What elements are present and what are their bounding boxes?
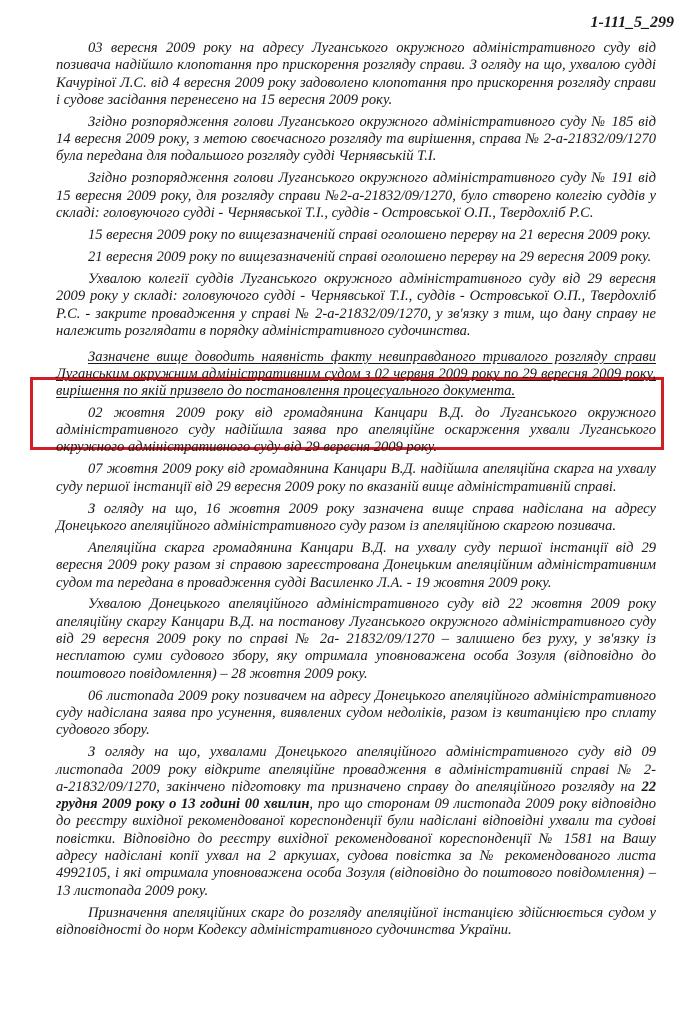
paragraph-2: Згідно розпорядження голови Луганського окружного адміністративного суду № 185 від 14 вересня 2009 року, з метою своєчасного розгляду та вирішення, справа № 2-а-21832/09/1270 була передана для подальшого розгляду судді Чернявській Т.І. (56, 113, 656, 165)
paragraph-13: 06 листопада 2009 року позивачем на адресу Донецького апеляційного адміністративного суду надіслана заява про усунення, виявлених судом недоліків, разом із квитанцією про сплату судового збору. (56, 687, 656, 739)
hearing-date: 22 грудня 2009 року о 13 годині 00 хвилин (56, 778, 656, 813)
paragraph-1: 03 вересня 2009 року на адресу Луганського окружного адміністративного суду від позивача надійшло клопотання про прискорення розгляду справи. З огляду на що, ухвалою судді Качуріної Л.С. від 4 вересня 2009 року задоволено клопотання про прискорення розгляду справи і судове засідання перенесено на 15 вересня 2009 року. (56, 40, 656, 108)
paragraph-15: Призначення апеляційних скарг до розгляду апеляційної інстанцією здійснюється судом у відповідності до норм Кодексу адміністративного судочинства України. (56, 904, 656, 938)
document-body (56, 40, 656, 944)
paragraph-14-start: З огляду на що, ухвалами Донецького апеляційного адміністративного суду від 09 листопада 2009 року відкрите апеляційне провадження в адміністративній справі № 2-а-21832/09/1270, закінчено підготовку та призначено справу до апеляційного розгляду на (56, 744, 656, 795)
paragraph-6: Ухвалою колегії суддів Луганського окружного адміністративного суду від 29 вересня 2009 року у складі: головуючого судді - Чернявської Т.І., суддів - Островської О.П., Твердохліб Р.С. - закрите провадження у справі № 2-а-21832/09/1270, у зв'язку з тим, що дану справу не належить розглядати в порядку адміністративного судочинства. (56, 271, 656, 339)
highlighted-paragraph: Зазначене вище доводить наявність факту невиправданого тривалого розгляду справи Луганським окружним адміністративним судом з 02 червня 2009 року по 29 вересня 2009 року, вирішення по якій призвело до постановлення процесуального документа. (56, 348, 656, 400)
paragraph-12: Ухвалою Донецького апеляційного адміністративного суду від 22 жовтня 2009 року апеляційну скаргу Канцари В.Д. на постанову Луганського окружного адміністративного суду від 29 вересня 2009 року по справі № 2а- 21832/09/1270 – залишено без руху, у зв'язку із несплатою суми судового збору, яку отримала уповноважена особа Зозуля (відповідно до поштового повідомлення) – 28 жовтня 2009 року. (56, 596, 656, 682)
document-id: 1-111_5_299 (590, 14, 674, 31)
paragraph-4: 15 вересня 2009 року по вищезазначеній справі оголошено перерву на 21 вересня 2009 року. (88, 227, 652, 244)
paragraph-14 (56, 744, 656, 900)
paragraph-9: 07 жовтня 2009 року від громадянина Канцари В.Д. надійшла апеляційна скарга на ухвалу суду першої інстанції від 29 вересня 2009 року по вказаній вище адміністративній справі. (56, 461, 656, 495)
paragraph-14-end: , про що сторонам 09 листопада 2009 року відповідно до реєстру вихідної рекомендованої кореспонденції були надіслані відповідні ухвали та судові повістки. Відповідно до реєстру вихідної рекомендованої кореспонденції № 1581 на Вашу адресу надіслані копії ухвал на 2 аркушах, судова повістка за № рекомендованого листа 4992105, і які отримала уповноважена особа Зозуля (відповідно до поштового повідомлення) – 13 листопада 2009 року. (56, 796, 656, 899)
paragraph-3: Згідно розпорядження голови Луганського окружного адміністративного суду № 191 від 15 вересня 2009 року, для розгляду справи №2-а-21832/09/1270, було створено колегію суддів у складі: головуючого судді - Чернявської Т.І., суддів - Островської О.П., Твердохліб Р.С. (56, 170, 656, 222)
paragraph-5: 21 вересня 2009 року по вищезазначеній справі оголошено перерву на 29 вересня 2009 року. (88, 249, 652, 266)
paragraph-10: З огляду на що, 16 жовтня 2009 року зазначена вище справа надіслана на адресу Донецького апеляційного адміністративного суду разом із апеляційною скаргою позивача. (56, 500, 656, 534)
paragraph-11: Апеляційна скарга громадянина Канцари В.Д. на ухвалу суду першої інстанції від 29 вересня 2009 року разом зі справою зареєстрована Донецьким апеляційним адміністративним судом та передана в провадження судді Василенко Л.А. - 19 жовтня 2009 року. (56, 539, 656, 591)
paragraph-8: 02 жовтня 2009 року від громадянина Канцари В.Д. до Луганського окружного адміністративного суду надійшла заява про апеляційне оскарження ухвали Луганського окружного адміністративного суду від 29 вересня 2009 року. (56, 404, 656, 456)
